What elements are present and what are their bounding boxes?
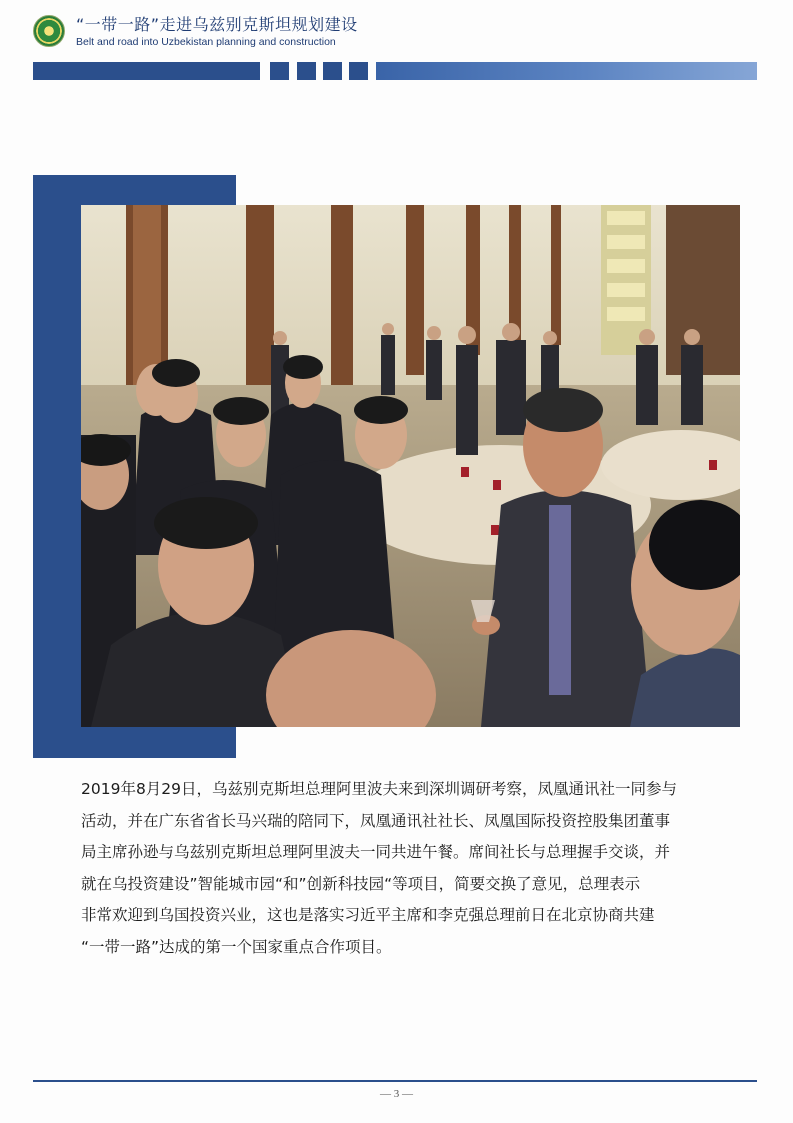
banquet-photo (81, 205, 740, 727)
header-band-square (297, 62, 316, 80)
logo-icon (33, 15, 65, 47)
article-paragraph (81, 774, 751, 964)
paragraph-line: 非常欢迎到乌国投资兴业，这也是落实习近平主席和李克强总理前日在北京协商共建 (81, 906, 655, 925)
page-number: — 3 — (380, 1088, 413, 1100)
header-title: “一带一路”走进乌兹别克斯坦规划建设 (76, 15, 358, 34)
paragraph-line: 就在乌投资建设”智能城市园“和”创新科技园“等项目，简要交换了意见，总理表示 (81, 874, 641, 893)
header-band-square (349, 62, 368, 80)
header-band-right (376, 62, 757, 80)
paragraph-line: 局主席孙逊与乌兹别克斯坦总理阿里波夫一同共进午餐。席间社长与总理握手交谈，并 (81, 843, 671, 862)
header-band-left (33, 62, 260, 80)
header-band-square (323, 62, 342, 80)
footer-rule (33, 1080, 757, 1082)
header-subtitle: Belt and road into Uzbekistan planning and construction (76, 36, 336, 48)
paragraph-line: 2019年8月29日，乌兹别克斯坦总理阿里波夫来到深圳调研考察，凤凰通讯社一同参与 (81, 780, 678, 798)
header-band-square (270, 62, 289, 80)
paragraph-line: 活动，并在广东省省长马兴瑞的陪同下，凤凰通讯社社长、凤凰国际投资控股集团董事 (81, 811, 671, 830)
paragraph-line: “一带一路”达成的第一个国家重点合作项目。 (81, 937, 392, 956)
